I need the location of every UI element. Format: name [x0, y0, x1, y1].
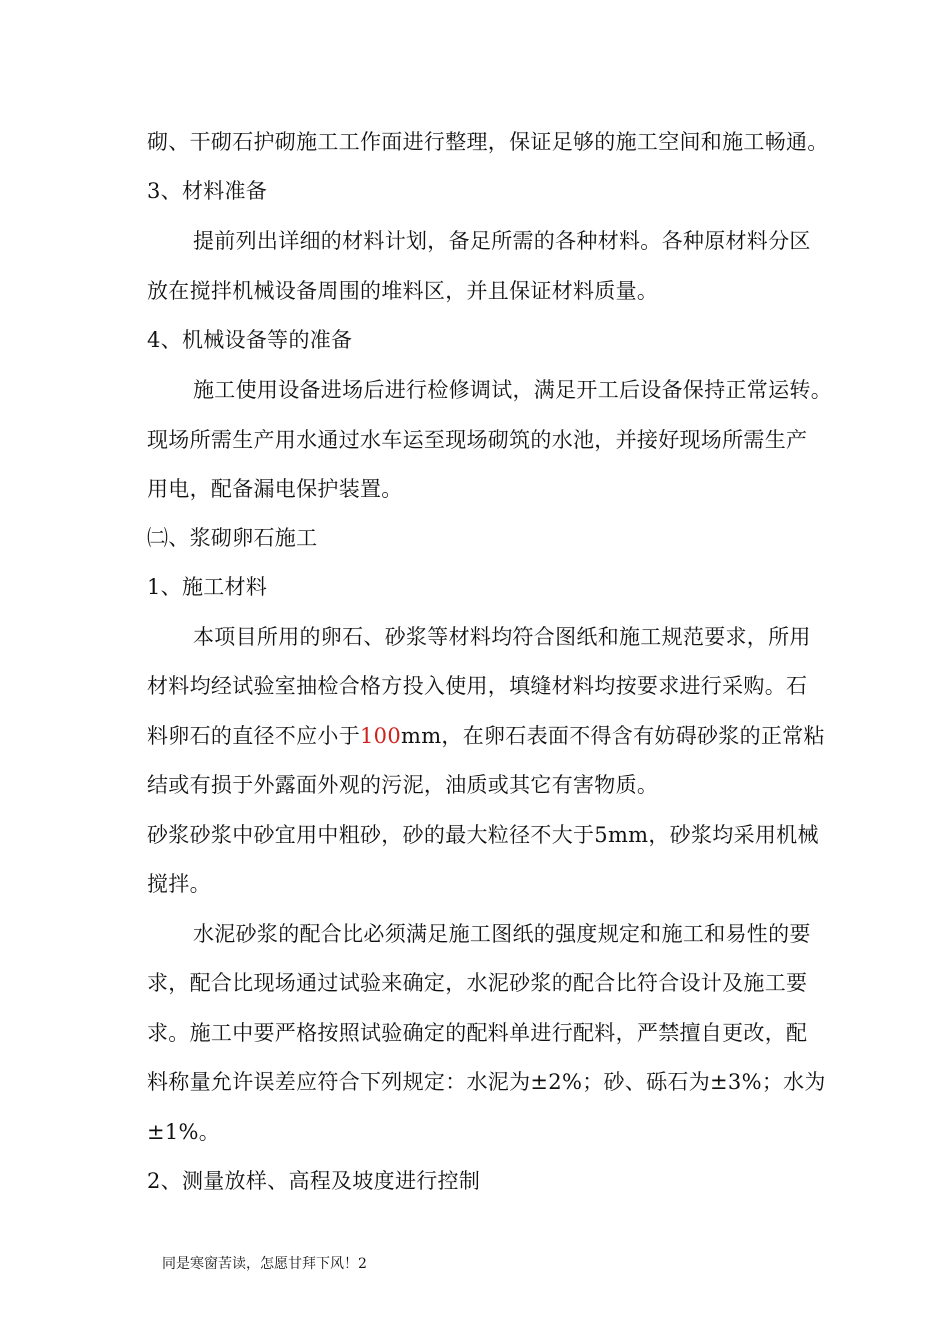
text-line-7: 现场所需生产用水通过水车运至现场砌筑的水池，并接好现场所需生产 [147, 428, 808, 452]
section-heading-equipment: 4、机械设备等的准备 [147, 328, 353, 352]
text-line-11: 本项目所用的卵石、砂浆等材料均符合图纸和施工规范要求，所用 [193, 625, 811, 649]
highlighted-number: 100 [360, 724, 401, 748]
section-heading-survey: 2、测量放样、高程及坡度进行控制 [147, 1169, 481, 1193]
text-line-16: 搅拌。 [147, 872, 211, 896]
text-line-15: 砂浆砂浆中砂宜用中粗砂，砂的最大粒径不大于5mm，砂浆均采用机械 [147, 823, 819, 847]
text-line-13-after: mm，在卵石表面不得含有妨碍砂浆的正常粘 [400, 724, 825, 748]
text-line-6: 施工使用设备进场后进行检修调试，满足开工后设备保持正常运转。 [193, 378, 832, 402]
text-line-20: 料称量允许误差应符合下列规定：水泥为±2%；砂、砾石为±3%；水为 [147, 1070, 826, 1094]
text-line-13 [147, 721, 825, 751]
text-line-17: 水泥砂浆的配合比必须满足施工图纸的强度规定和施工和易性的要 [193, 922, 811, 946]
text-line-18: 求，配合比现场通过试验来确定，水泥砂浆的配合比符合设计及施工要 [147, 971, 808, 995]
text-line-14: 结或有损于外露面外观的污泥，油质或其它有害物质。 [147, 773, 659, 797]
text-line-19: 求。施工中要严格按照试验确定的配料单进行配料，严禁擅自更改，配 [147, 1021, 808, 1045]
text-line-21: ±1%。 [147, 1120, 221, 1144]
text-line-8: 用电，配备漏电保护装置。 [147, 477, 403, 501]
text-line-1: 砌、干砌石护砌施工工作面进行整理，保证足够的施工空间和施工畅通。 [147, 130, 829, 154]
section-heading-masonry: ㈡、浆砌卵石施工 [147, 526, 318, 550]
page-footer: 同是寒窗苦读，怎愿甘拜下风！2 [162, 1256, 367, 1272]
text-line-12: 材料均经试验室抽检合格方投入使用，填缝材料均按要求进行采购。石 [147, 674, 808, 698]
text-line-13-before: 料卵石的直径不应小于 [147, 724, 360, 748]
text-line-4: 放在搅拌机械设备周围的堆料区，并且保证材料质量。 [147, 279, 659, 303]
text-line-3: 提前列出详细的材料计划，备足所需的各种材料。各种原材料分区 [193, 229, 811, 253]
section-heading-materials: 3、材料准备 [147, 179, 268, 203]
section-heading-construction-materials: 1、施工材料 [147, 575, 268, 599]
